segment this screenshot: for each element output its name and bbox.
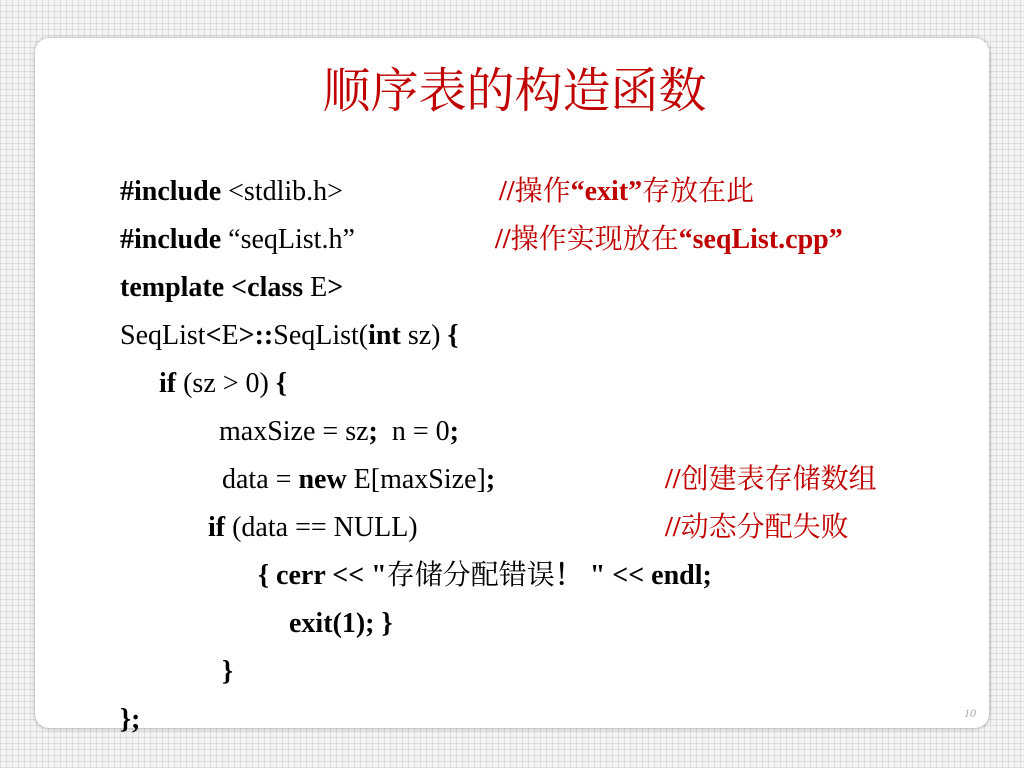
- code-text: maxSize = sz: [219, 416, 369, 447]
- code-text: SeqList: [120, 320, 206, 351]
- code-keyword: {: [447, 320, 459, 351]
- code-keyword: #include: [120, 176, 222, 207]
- code-keyword: template <class: [120, 272, 304, 303]
- code-keyword: };: [120, 704, 141, 735]
- code-keyword: #include: [120, 224, 222, 255]
- comment-slashes: //: [665, 464, 681, 495]
- code-comment-2: [481, 198, 843, 254]
- code-text: E: [303, 272, 328, 303]
- code-text: (data == NULL): [225, 512, 418, 543]
- page-number: 10: [964, 706, 976, 720]
- code-keyword: int: [368, 320, 401, 351]
- code-line-12: [106, 678, 140, 734]
- code-text: (sz > 0): [176, 368, 276, 399]
- comment-slashes: //: [665, 512, 681, 543]
- slide-title: 顺序表的构造函数: [322, 65, 707, 118]
- code-keyword: ;: [368, 416, 378, 447]
- code-keyword: ;: [485, 464, 496, 495]
- code-text: 存储分配错误: [386, 560, 555, 591]
- code-text: n = 0: [377, 416, 450, 447]
- code-keyword: <: [205, 320, 222, 351]
- comment-bold: “seqList.cpp”: [678, 224, 843, 255]
- comment-text: 存放在此: [642, 176, 755, 207]
- code-keyword: new: [298, 464, 347, 495]
- code-keyword: ！ " << endl;: [554, 560, 712, 591]
- comment-slashes: //: [495, 224, 511, 255]
- comment-slashes: //: [499, 176, 515, 207]
- comment-bold: “exit”: [570, 176, 643, 207]
- code-text: <stdlib.h>: [221, 176, 343, 207]
- code-text: data =: [222, 464, 299, 495]
- comment-text: 操作实现放在: [510, 224, 679, 255]
- comment-text: 动态分配失败: [680, 512, 849, 543]
- code-text: SeqList(: [273, 320, 369, 351]
- code-keyword: if: [208, 512, 226, 543]
- code-keyword: exit(1); }: [289, 608, 393, 639]
- code-keyword: {: [275, 368, 287, 399]
- code-text: sz): [400, 320, 448, 351]
- comment-text: 操作: [514, 176, 571, 207]
- comment-text: 创建表存储数组: [680, 464, 877, 495]
- code-keyword: >::: [238, 320, 274, 351]
- code-keyword: { cerr << ": [258, 560, 387, 591]
- code-keyword: >: [327, 272, 344, 303]
- code-keyword: ;: [449, 416, 459, 447]
- code-line-10: [275, 582, 393, 638]
- code-text: E: [221, 320, 239, 351]
- code-text: “seqList.h”: [221, 224, 355, 255]
- code-keyword: if: [159, 368, 177, 399]
- code-line-11: [208, 630, 233, 686]
- code-keyword: }: [222, 656, 234, 687]
- code-text: E[maxSize]: [346, 464, 486, 495]
